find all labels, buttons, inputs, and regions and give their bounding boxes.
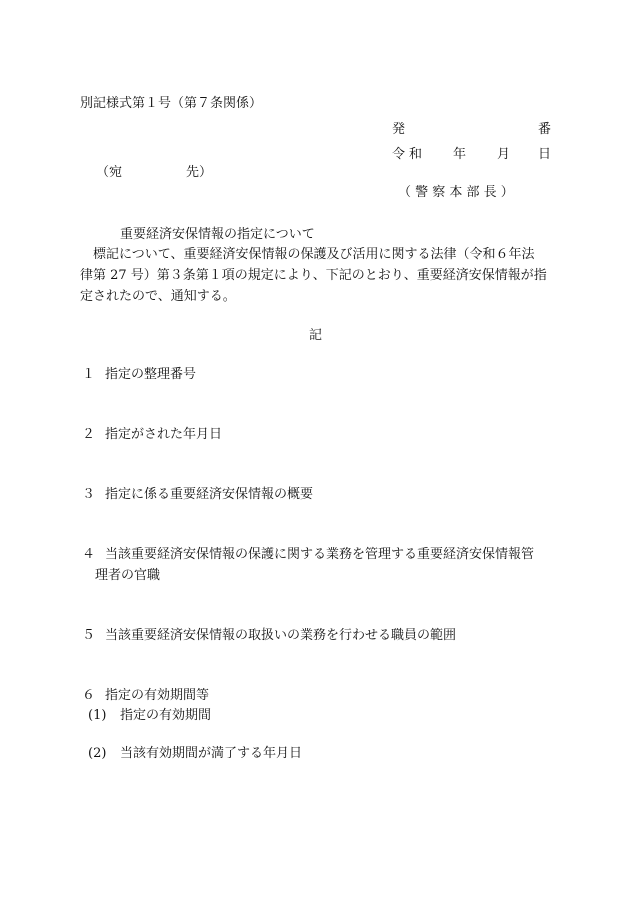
addressee-open: （宛 xyxy=(96,165,123,180)
item-3-number: ３ xyxy=(82,487,96,502)
item-1-text: 指定の整理番号 xyxy=(105,367,197,382)
item-5-text: 当該重要経済安保情報の取扱いの業務を行わせる職員の範囲 xyxy=(105,628,457,643)
issue-hatsu: 発 xyxy=(392,122,406,137)
item-5-number: ５ xyxy=(82,628,96,643)
issue-nen: 年 xyxy=(453,147,467,162)
item-2-text: 指定がされた年月日 xyxy=(105,427,223,442)
item-4-text-line-2: 理者の官職 xyxy=(95,568,161,583)
form-label: 別記様式第１号（第７条関係） xyxy=(80,96,263,111)
item-6-sub-1-text: 指定の有効期間 xyxy=(120,708,212,723)
issue-gatsu: 月 xyxy=(497,147,511,162)
issue-reiwa: 令和 xyxy=(392,147,427,162)
item-6-number: ６ xyxy=(82,688,96,703)
item-3-text: 指定に係る重要経済安保情報の概要 xyxy=(105,487,314,502)
item-1-number: １ xyxy=(82,367,96,382)
item-6-sub-1-number: (1) xyxy=(88,708,107,723)
subject: 重要経済安保情報の指定について xyxy=(120,227,315,242)
addressee-close: 先） xyxy=(186,165,213,180)
ki-heading: 記 xyxy=(309,328,323,343)
body-line-3: 定されたので、通知する。 xyxy=(80,289,236,304)
item-6-sub-2-number: (2) xyxy=(88,746,107,761)
sender: （ 警 察 本 部 長 ） xyxy=(398,185,514,200)
body-line-1: 標記について、重要経済安保情報の保護及び活用に関する法律（令和６年法 xyxy=(93,247,535,262)
issue-ban: 番 xyxy=(538,122,552,137)
item-6-sub-2-text: 当該有効期間が満了する年月日 xyxy=(120,746,303,761)
item-2-number: ２ xyxy=(82,427,96,442)
item-4-text-line-1: 当該重要経済安保情報の保護に関する業務を管理する重要経済安保情報管 xyxy=(105,547,535,562)
item-6-text: 指定の有効期間等 xyxy=(105,688,210,703)
body-line-2: 律第 27 号）第３条第１項の規定により、下記のとおり、重要経済安保情報が指 xyxy=(80,268,547,283)
item-4-number: ４ xyxy=(82,547,96,562)
issue-nichi: 日 xyxy=(538,147,552,162)
